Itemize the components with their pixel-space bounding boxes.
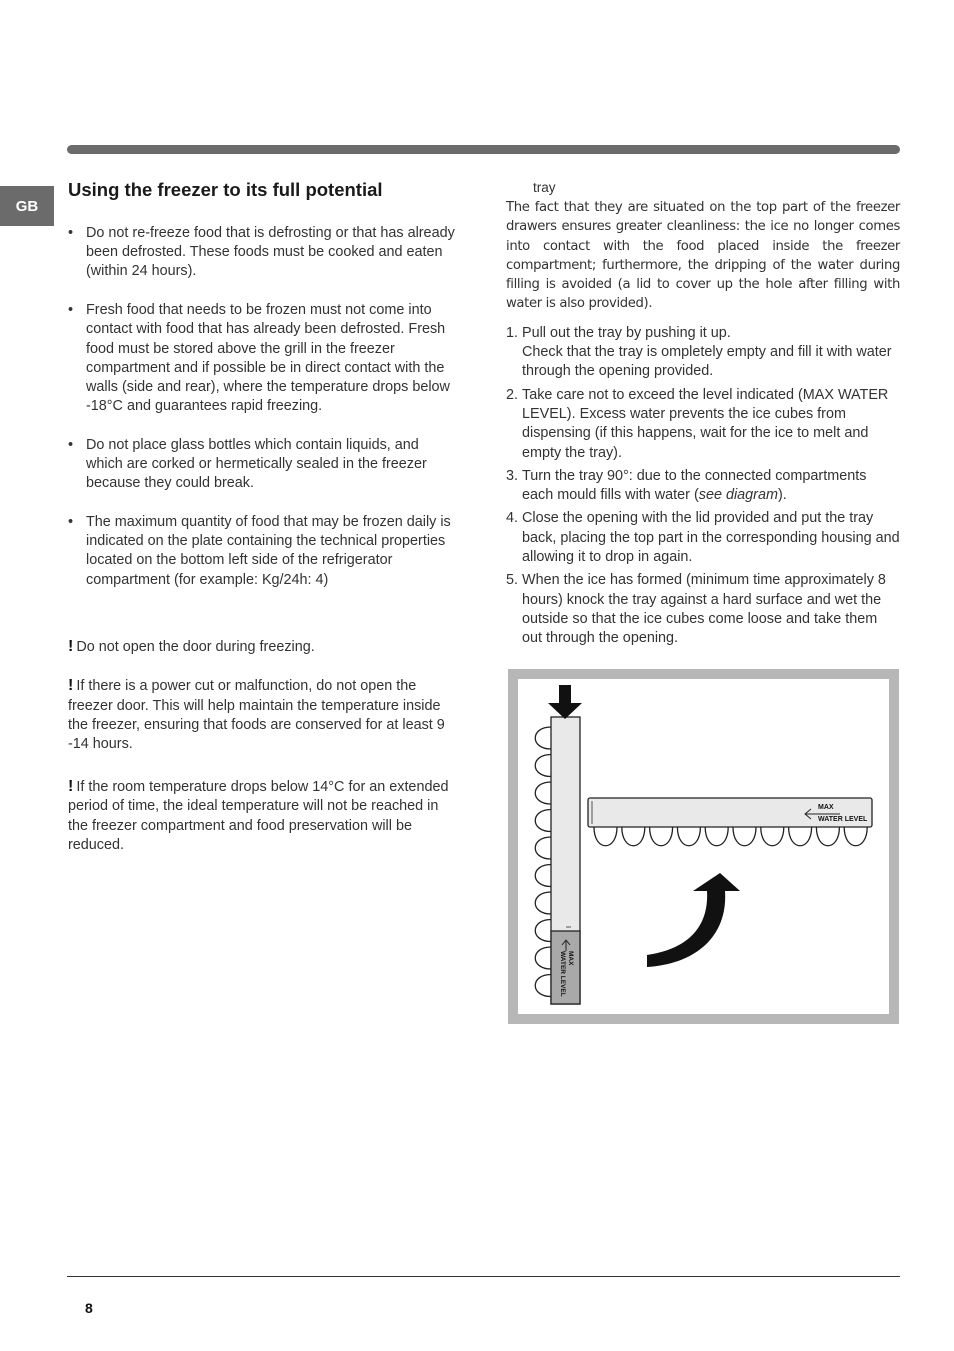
page-number: 8 [85,1300,93,1316]
ice-tray-diagram [508,669,899,1024]
step-list [506,324,900,649]
vertical-max-label: MAX [567,951,574,966]
step-item: 4. Close the opening with the lid provided and put the tray back, placing the top part in the corresponding housing and allowing it to drop in again. [506,510,900,566]
language-tab: GB [0,186,54,226]
bullet-dot-icon: • [68,302,74,319]
warning-note: ! Do not open the door during freezing. [68,638,315,656]
vertical-water-level-label: WATER LEVEL [559,951,566,997]
bottom-rule [67,1276,900,1277]
horizontal-water-level-label: WATER LEVEL [818,816,868,823]
bullet-list [68,224,458,590]
bullet-dot-icon: • [68,225,74,241]
top-rule [67,145,900,154]
bullet-dot-icon: • [68,513,74,530]
bullet-item: • Do not place glass bottles which contain liquids, and which are corked or hermetically sealed in the freezer because they could break. [68,436,427,492]
step-item: 2. Take care not to exceed the level indicated (MAX WATER LEVEL). Excess water prevents the ice cubes from dispensing (if this happens, wait for the ice to melt and empty the tray). [506,386,889,461]
bullet-item: • Do not re-freeze food that is defrosting or that has already been defrosted. These foods must be cooked and eaten (within 24 hours). [68,225,455,280]
bullet-item: • The maximum quantity of food that may be frozen daily is indicated on the plate containing the technical properties located on the bottom left side of the refrigerator compartment (for example: Kg/24h: 4) [68,513,451,588]
section-heading: Using the freezer to its full potential [68,179,383,200]
tray-caption: tray [533,180,556,195]
left-column [68,178,458,874]
warning-note: ! If the room temperature drops below 14°C for an extended period of time, the ideal temperature will not be reached in the freezer compartment and food preservation will be reduced. [68,778,449,853]
step-item: 3. Turn the tray 90°: due to the connected compartments each mould fills with water (see diagram). [506,467,867,504]
ice-tray-illustration [508,669,899,1024]
right-column [506,178,900,653]
step-item: 1. Pull out the tray by pushing it up. Check that the tray is ompletely empty and fill it with water through the opening provided. [506,324,892,380]
horizontal-max-label: MAX [818,804,834,811]
exclamation-icon: ! [68,778,74,796]
step-item: 5. When the ice has formed (minimum time approximately 8 hours) knock the tray against a hard surface and wet the outside so that the ice cubes come loose and take them out through the opening. [506,572,886,647]
bullet-item: • Fresh food that needs to be frozen must not come into contact with food that has already been defrosted. Fresh food must be stored above the grill in the freezer compartment and if possible be in direct contact with the walls (side and rear), where the temperature drops below -18°C and guarantees rapid freezing. [68,302,450,415]
warning-note: ! If there is a power cut or malfunction, do not open the freezer door. This will help maintain the temperature inside the freezer, ensuring that foods are conserved for at least 9 -14 hours. [68,677,445,753]
bullet-dot-icon: • [68,436,74,453]
exclamation-icon: ! [68,677,74,695]
intro-paragraph: The fact that they are situated on the top part of the freezer drawers ensures greater cleanliness: the ice no longer comes into contact with the food placed inside the freezer compartment; furthermore, the dripping of the water during filling is avoided (a lid to cover up the hole after filling with water is also provided). [506,200,900,312]
exclamation-icon: ! [68,638,74,656]
